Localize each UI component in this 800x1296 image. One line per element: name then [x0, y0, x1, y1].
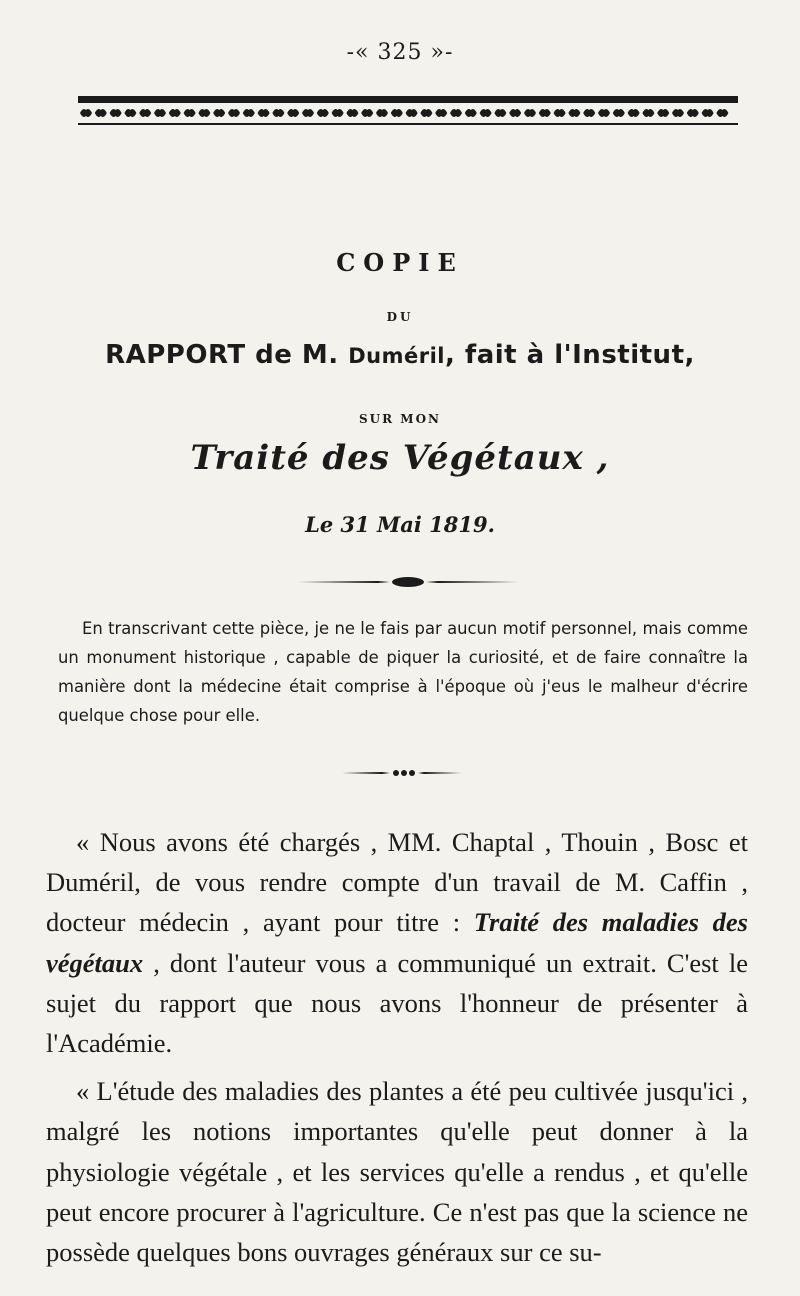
ornament-motif [480, 109, 492, 117]
ornament-motif [672, 109, 684, 117]
ornament-motif [435, 109, 447, 117]
heading-rapport [0, 340, 800, 370]
ornament-motif [361, 109, 373, 117]
ornament-band [78, 96, 738, 136]
ornament-motif [391, 109, 403, 117]
ornament-motif [642, 109, 654, 117]
heading-copie: COPIE [336, 248, 464, 277]
ornament-motif [583, 109, 595, 117]
body-paragraph-1: « Nous avons été chargés , MM. Chaptal , Thouin , Bosc et Duméril, de vous rendre compte d'un travail de M. Caffin , docteur médecin , ayant pour titre : Traité des maladies des végétaux , dont l'auteur vous a communiqué un extrait. C'est le sujet du rapport que nous avons l'honneur de présenter à l'Académie. [46, 827, 748, 1059]
ornament-motif [139, 109, 151, 117]
page-number: -« 325 »- [346, 40, 454, 65]
report-body [46, 822, 748, 1272]
ornament-motif [613, 109, 625, 117]
heading-du: DU [386, 310, 414, 324]
ornament-motif [628, 109, 640, 117]
ornament-motif [420, 109, 432, 117]
ornament-motif [406, 109, 418, 117]
ornament-motif [243, 109, 255, 117]
ornament-motif [317, 109, 329, 117]
ornament-motif [687, 109, 699, 117]
decorative-rule [298, 576, 518, 588]
ornament-motif [184, 109, 196, 117]
ornament-motif [272, 109, 284, 117]
rapport-part1: RAPPORT de M. [105, 340, 349, 370]
ornament-motif [302, 109, 314, 117]
rapport-part2: , fait à l'Institut, [444, 340, 695, 370]
ornament-motif [509, 109, 521, 117]
ornament-motif [95, 109, 107, 117]
ornament-motif [287, 109, 299, 117]
intro-text: En transcrivant cette pièce, je ne le fais par aucun motif personnel, mais comme un monument historique , capable de piquer la curiosité, et de faire connaître la manière dont la médecine était comprise à l'époque où j'eus le malheur d'écrire quelque chose pour elle. [58, 619, 748, 725]
book-title: Traité des maladies des végétaux [46, 907, 748, 978]
ornament-motif [554, 109, 566, 117]
ornament-motif [154, 109, 166, 117]
ornament-motif [332, 109, 344, 117]
ornament-motif [169, 109, 181, 117]
ornament-motif [110, 109, 122, 117]
ornament-motif [657, 109, 669, 117]
ornament-motif [376, 109, 388, 117]
ornament-motif [465, 109, 477, 117]
heading-traite: Traité des Végétaux , [190, 438, 610, 478]
ornament-motif [124, 109, 136, 117]
ornament-motif [494, 109, 506, 117]
ornament-motif [598, 109, 610, 117]
ornament-motif [539, 109, 551, 117]
ornament-motif [228, 109, 240, 117]
heading-date: Le 31 Mai 1819. [305, 512, 495, 537]
body-paragraph-2: « L'étude des maladies des plantes a été peu cultivée jusqu'ici , malgré les notions importantes qu'elle peut donner à la physiologie végétale , et les services qu'elle a rendus , et qu'elle peut encore procurer à l'agriculture. Ce n'est pas que la science ne possède quelques bons ouvrages généraux sur ce su- [46, 1076, 748, 1268]
ornament-motif [450, 109, 462, 117]
heading-sur-mon: SUR MON [359, 412, 441, 426]
ornament-motif [346, 109, 358, 117]
intro-paragraph [58, 614, 748, 730]
ornament-motif [524, 109, 536, 117]
ornament-motif [568, 109, 580, 117]
ornament-motif [80, 109, 92, 117]
ornament-motif [702, 109, 714, 117]
rapport-name: Duméril [348, 344, 445, 368]
ornament-motif [716, 109, 728, 117]
ornament-motif [213, 109, 225, 117]
decorative-rule-small [342, 768, 462, 778]
ornament-motif [198, 109, 210, 117]
ornament-motif [258, 109, 270, 117]
